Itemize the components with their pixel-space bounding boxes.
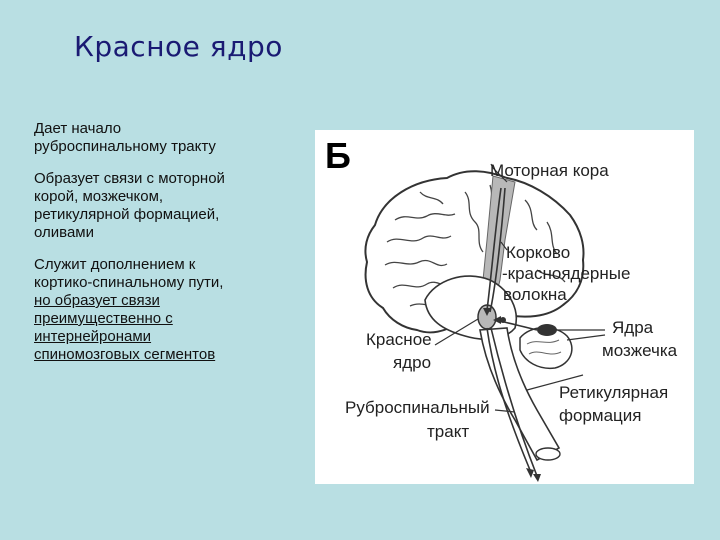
bullet-line: интернейронами: [34, 328, 152, 345]
bullet-item: [34, 170, 274, 242]
label-cerebellar-nuclei-1: Ядра: [612, 318, 654, 337]
bullet-line: кортико-спинальному пути,: [34, 274, 224, 291]
figure-letter: Б: [325, 135, 351, 176]
bullet-line: Служит дополнением к: [34, 256, 196, 273]
label-red-nucleus-1: Красное: [366, 330, 432, 349]
label-cerebellar-nuclei-2: мозжечка: [602, 341, 678, 360]
bullet-line: но образует связи: [34, 292, 160, 309]
label-rubrospinal-1: Руброспинальный: [345, 398, 490, 417]
bullet-line: корой, мозжечком,: [34, 188, 164, 205]
label-cortico-rubral-2: -красноядерные: [502, 264, 631, 283]
brainstem-end: [536, 448, 560, 460]
slide-title: Красное ядро: [74, 30, 283, 63]
cerebellar-nuclei: [537, 324, 557, 336]
bullet-line: ретикулярной формацией,: [34, 206, 220, 223]
label-reticular-2: формация: [559, 406, 642, 425]
bullet-line: руброспинальному тракту: [34, 138, 216, 155]
bullet-item: [34, 120, 274, 156]
bullet-line: Образует связи с моторной: [34, 170, 225, 187]
bullet-line: Дает начало: [34, 120, 122, 137]
brain-diagram: [315, 130, 694, 484]
bullet-line: оливами: [34, 224, 94, 241]
label-rubrospinal-2: тракт: [427, 422, 470, 441]
bullet-item-underlined: [34, 292, 274, 364]
label-motor-cortex: Моторная кора: [490, 161, 609, 180]
bullet-line: преимущественно с: [34, 310, 173, 327]
label-red-nucleus-2: ядро: [393, 353, 432, 372]
label-reticular-1: Ретикулярная: [559, 383, 669, 402]
brain-diagram-svg: [315, 130, 694, 484]
label-cortico-rubral-3: волокна: [503, 285, 567, 304]
label-cortico-rubral-1: Корково: [506, 243, 571, 262]
bullet-list: [34, 120, 274, 378]
bullet-item: [34, 256, 274, 292]
bullet-line: спиномозговых сегментов: [34, 346, 216, 363]
